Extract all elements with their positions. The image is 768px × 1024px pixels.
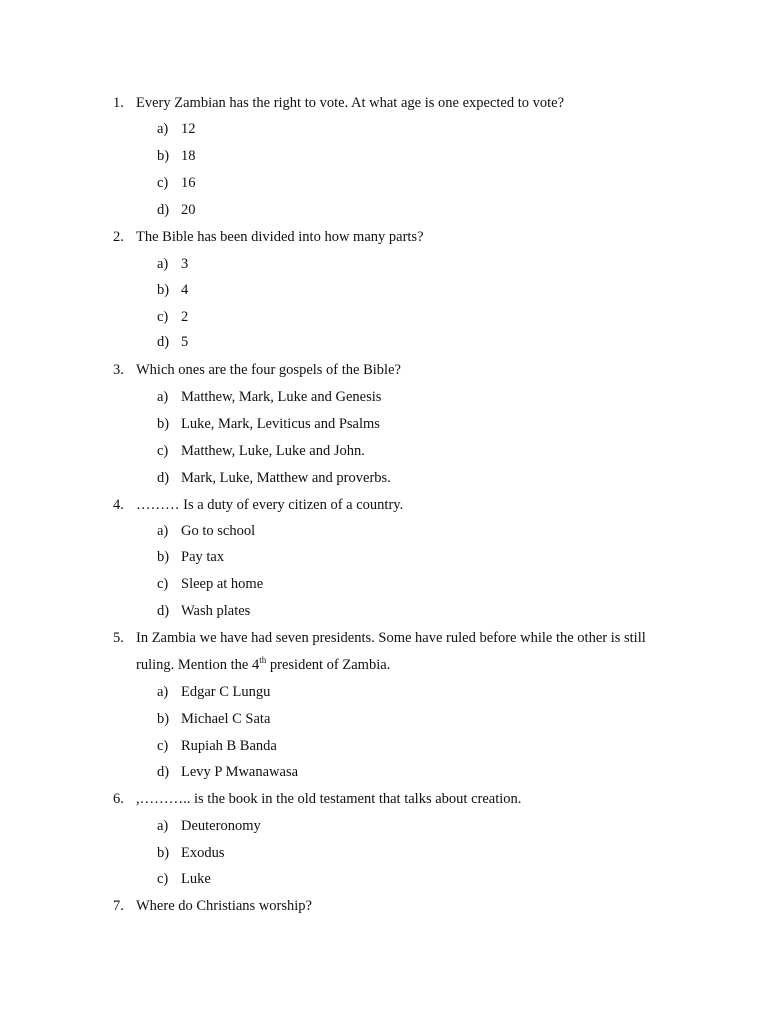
option-letter: c) [157,738,169,754]
option-text: Mark, Luke, Matthew and proverbs. [181,470,391,486]
question-number: 1. [113,95,124,111]
option-letter: a) [157,121,169,137]
question-number: 3. [113,362,124,378]
option-text: 5 [181,334,189,350]
option-letter: a) [157,684,169,700]
question-text: ,……….. is the book in the old testament that talks about creation. [136,791,522,807]
option-text: Edgar C Lungu [181,684,271,700]
question-number: 5. [113,630,124,646]
question-text: ……… Is a duty of every citizen of a country. [136,497,404,513]
option-letter: b) [157,148,170,164]
option-letter: c) [157,175,169,191]
option-text: Deuteronomy [181,818,261,834]
question-text: The Bible has been divided into how many parts? [136,229,424,245]
option-text: 12 [181,121,196,137]
option-text: Luke [181,871,211,887]
question-text: Every Zambian has the right to vote. At what age is one expected to vote? [136,95,565,111]
option-text: Wash plates [181,603,251,619]
option-letter: d) [157,764,170,780]
question-text-part: ruling. Mention the 4 [136,657,260,673]
question-number: 2. [113,229,124,245]
option-letter: d) [157,334,170,350]
option-text: Matthew, Luke, Luke and John. [181,443,365,459]
option-letter: b) [157,711,170,727]
ordinal-suffix: th [259,655,267,666]
option-text: 3 [181,256,189,272]
option-letter: b) [157,549,170,565]
question-text-part: president of Zambia. [266,657,391,673]
option-text: 2 [181,309,189,325]
question-text: Which ones are the four gospels of the Bible? [136,362,401,378]
option-letter: b) [157,845,170,861]
option-letter: c) [157,576,169,592]
option-letter: c) [157,443,169,459]
option-letter: a) [157,256,169,272]
question-number: 4. [113,497,124,513]
question-number: 7. [113,898,124,914]
option-text: Exodus [181,845,225,861]
question-text: In Zambia we have had seven presidents. Some have ruled before while the other is still [136,630,646,646]
option-letter: d) [157,603,170,619]
option-text: Rupiah B Banda [181,738,277,754]
option-text: Luke, Mark, Leviticus and Psalms [181,416,380,432]
option-letter: a) [157,523,169,539]
option-letter: a) [157,818,169,834]
option-text: 18 [181,148,196,164]
option-letter: c) [157,309,169,325]
option-letter: b) [157,282,170,298]
option-text: Michael C Sata [181,711,271,727]
option-text: 16 [181,175,196,191]
option-text: Go to school [181,523,256,539]
option-letter: a) [157,389,169,405]
option-text: 20 [181,202,196,218]
option-text: Sleep at home [181,576,264,592]
option-letter: d) [157,470,170,486]
option-letter: b) [157,416,170,432]
option-text: Levy P Mwanawasa [181,764,299,780]
question-text: Where do Christians worship? [136,898,312,914]
question-text-continued [136,654,390,676]
question-number: 6. [113,791,124,807]
option-text: 4 [181,282,189,298]
option-letter: c) [157,871,169,887]
option-text: Matthew, Mark, Luke and Genesis [181,389,382,405]
option-letter: d) [157,202,170,218]
option-text: Pay tax [181,549,225,565]
